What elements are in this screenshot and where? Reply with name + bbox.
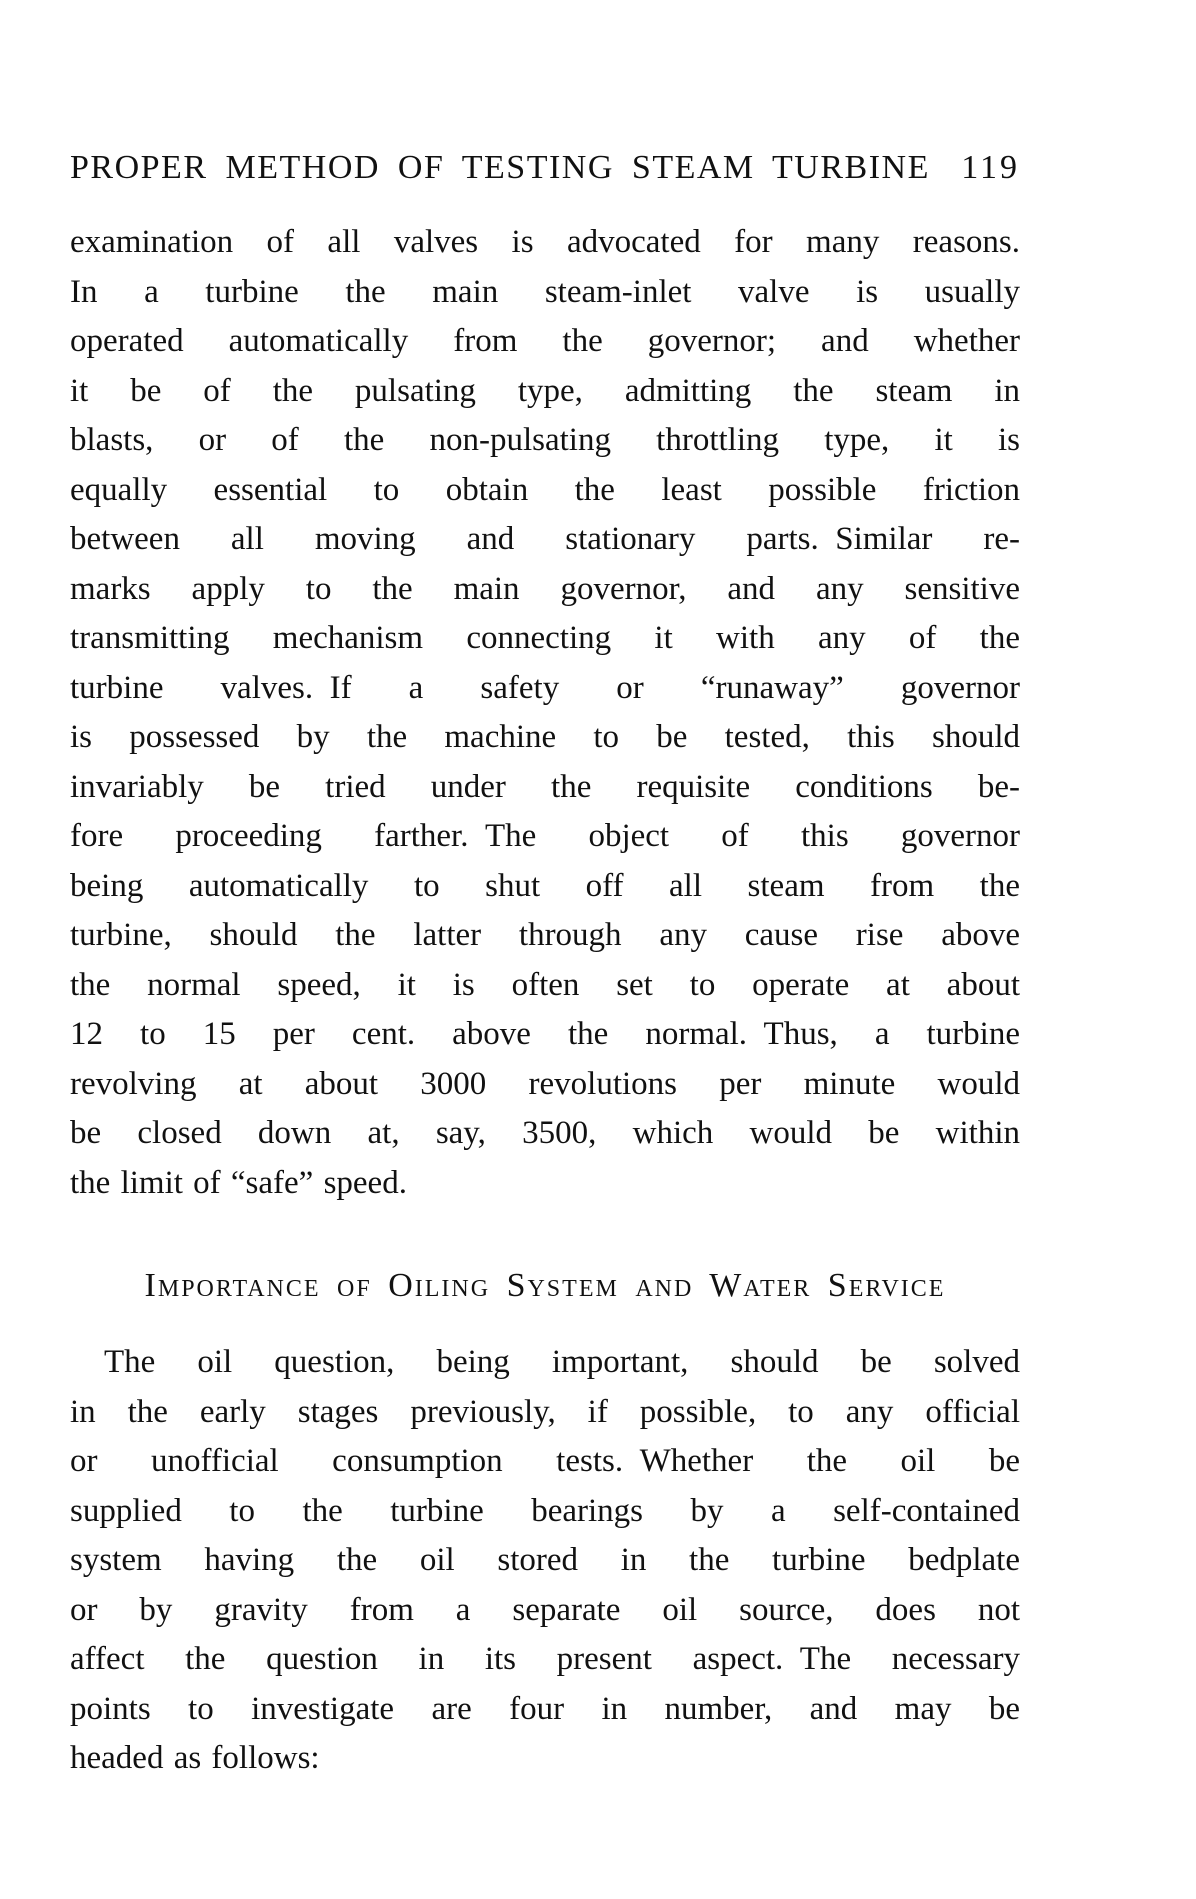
text-line: points to investigate are four in number, and may be [70, 1690, 1020, 1727]
text-line: equally essential to obtain the least possible friction [70, 471, 1020, 508]
text-line: supplied to the turbine bearings by a self-contained [70, 1492, 1020, 1529]
text-line: it be of the pulsating type, admitting the steam in [70, 372, 1020, 409]
text-line: operated automatically from the governor; and whether [70, 323, 1020, 359]
running-header [70, 150, 1020, 186]
text-line: revolving at about 3000 revolutions per minute would [70, 1065, 1020, 1102]
text-line: examination of all valves is advocated for many reasons. [70, 224, 1020, 260]
text-line: is possessed by the machine to be tested, this should [70, 719, 1020, 755]
text-line: blasts, or of the non-pulsating throttling type, it is [70, 422, 1020, 458]
text-line: be closed down at, say, 3500, which would be within [70, 1115, 1020, 1151]
text-line: or by gravity from a separate oil source, does not [70, 1591, 1020, 1628]
page-number: 119 [961, 149, 1020, 186]
text-line: in the early stages previously, if possible, to any official [70, 1393, 1020, 1430]
text-line: the limit of “safe” speed. [70, 1164, 407, 1201]
text-line: In a turbine the main steam-inlet valve is usually [70, 273, 1020, 310]
section-heading: Importance of Oiling System and Water Service [144, 1267, 946, 1304]
text-line: invariably be tried under the requisite conditions be- [70, 768, 1020, 805]
text-line: between all moving and stationary parts. Similar re- [70, 521, 1020, 557]
text-line: affect the question in its present aspect. The necessary [70, 1641, 1020, 1677]
text-line: transmitting mechanism connecting it with any of the [70, 620, 1020, 656]
text-line: 12 to 15 per cent. above the normal. Thus, a turbine [70, 1016, 1020, 1052]
text-line: The oil question, being important, should be solved [104, 1344, 1020, 1380]
running-header-title: PROPER METHOD OF TESTING STEAM TURBINE [70, 149, 930, 186]
text-line: fore proceeding farther. The object of this governor [70, 818, 1020, 854]
text-line: turbine valves. If a safety or “runaway” governor [70, 669, 1020, 706]
text-line: headed as follows: [70, 1740, 320, 1776]
text-line: system having the oil stored in the turbine bedplate [70, 1542, 1020, 1578]
paragraph-2 [70, 1338, 1020, 1784]
text-line: turbine, should the latter through any cause rise above [70, 917, 1020, 953]
text-line: or unofficial consumption tests. Whether the oil be [70, 1443, 1020, 1479]
paragraph-1 [70, 218, 1020, 1208]
text-line: the normal speed, it is often set to operate at about [70, 966, 1020, 1003]
text-line: marks apply to the main governor, and any sensitive [70, 570, 1020, 607]
text-line: being automatically to shut off all steam from the [70, 867, 1020, 904]
